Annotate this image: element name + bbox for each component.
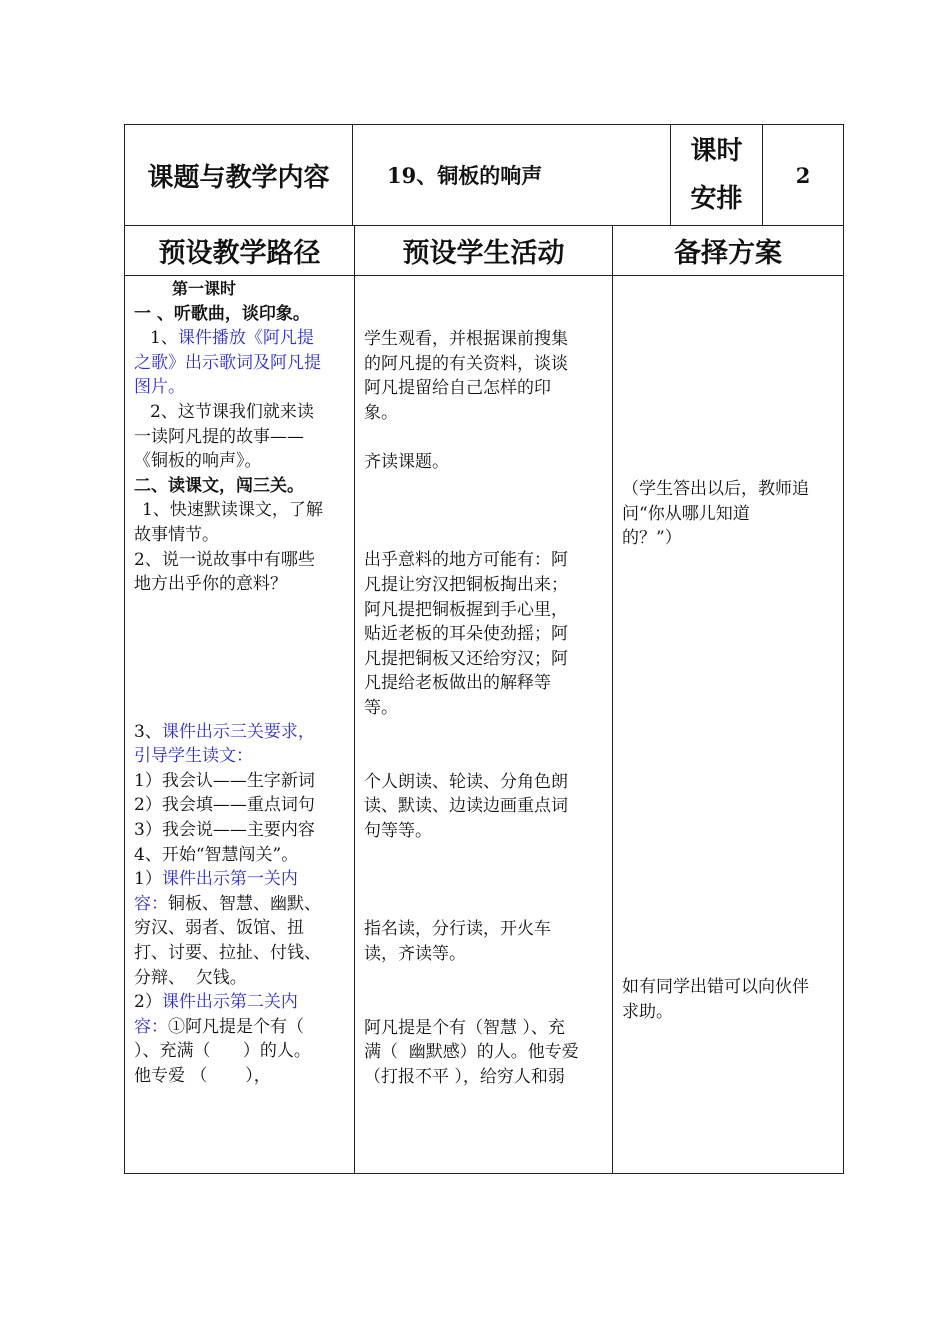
requirement-2: 2）我会填——重点词句 bbox=[134, 795, 315, 816]
level-1-words: 容：铜板、智慧、幽默、 bbox=[134, 893, 321, 914]
step-1-2-cont: 一读阿凡提的故事—— bbox=[134, 426, 304, 447]
hours-label bbox=[671, 125, 762, 225]
activity-6-l3: （打报不平 ），给穷人和弱 bbox=[364, 1066, 565, 1087]
plan-note-1: （学生答出以后，教师追 bbox=[622, 479, 809, 499]
activity-6-l2: 满（ 幽默感）的人。他专爱 bbox=[364, 1042, 579, 1063]
alternative-plan-column bbox=[622, 477, 840, 551]
level-2: 2）课件出示第二关内 bbox=[134, 992, 298, 1013]
col-divider-body-1 bbox=[354, 225, 355, 1173]
step-1-1-cont: 之歌》出示歌词及阿凡提 bbox=[134, 352, 321, 373]
activity-3-l3: 阿凡提把铜板握到手心里， bbox=[364, 599, 568, 620]
step-1-2-end: 《铜板的响声》。 bbox=[134, 451, 262, 472]
step-2-4: 4、开始“智慧闯关”。 bbox=[134, 844, 299, 865]
column-header-path bbox=[125, 226, 354, 275]
topic-label-text: 课题与教学内容 bbox=[147, 162, 330, 193]
level-2-text-2: ）、充满（ ）的人。 bbox=[134, 1041, 311, 1062]
student-activity-column bbox=[364, 327, 608, 1089]
activity-1: 学生观看，并根据课前搜集 bbox=[364, 329, 568, 349]
level-1: 1）课件出示第一关内 bbox=[134, 869, 298, 890]
activity-4: 个人朗读、轮读、分角色朗 bbox=[364, 771, 568, 792]
activity-3: 出乎意料的地方可能有：阿 bbox=[364, 550, 568, 571]
column-header-plan bbox=[613, 226, 843, 275]
activity-3-l4: 贴近老板的耳朵使劲摇；阿 bbox=[364, 624, 568, 645]
level-2-text-3: 他专爱 （ ）， bbox=[134, 1066, 271, 1086]
step-1-2: 2、这节课我们就来读 bbox=[150, 401, 314, 422]
lesson-title bbox=[353, 125, 670, 225]
activity-4-l3: 句等等。 bbox=[364, 820, 432, 841]
column-header-path-text: 预设教学路径 bbox=[158, 238, 321, 269]
plan-note-1-l2: 问“你从哪儿知道 bbox=[622, 503, 750, 524]
requirement-1: 1）我会认——生字新词 bbox=[134, 770, 315, 791]
col-divider-body-2 bbox=[612, 225, 613, 1173]
step-1-1-end: 图片。 bbox=[134, 377, 185, 398]
step-2-3-cont: 引导学生读文： bbox=[134, 746, 253, 767]
step-2-1: 1、快速默读课文，了解 bbox=[142, 500, 323, 521]
activity-5-l2: 读，齐读等。 bbox=[364, 943, 466, 964]
activity-3-l5: 凡提把铜板又还给穷汉；阿 bbox=[364, 648, 568, 669]
level-1-words-3: 打、讨要、拉扯、付钱、 bbox=[134, 943, 321, 964]
level-1-words-2: 穷汉、弱者、饭馆、扭 bbox=[134, 918, 304, 939]
session-heading: 第一课时 bbox=[172, 279, 237, 298]
plan-note-2: 如有同学出错可以向伙伴 bbox=[622, 977, 809, 997]
activity-6: 阿凡提是个有（智慧 ）、充 bbox=[364, 1017, 565, 1038]
hours-label-line1: 课时 bbox=[690, 136, 743, 166]
section-2-heading: 二、读课文，闯三关。 bbox=[134, 475, 304, 496]
teaching-path-column bbox=[134, 277, 348, 1089]
section-1-heading: 一 、听歌曲，谈印象。 bbox=[134, 303, 310, 324]
column-header-plan-text: 备择方案 bbox=[674, 238, 782, 269]
level-2-text: 容：①阿凡提是个有（ bbox=[134, 1016, 304, 1037]
row-divider-columns bbox=[125, 275, 843, 276]
step-2-2: 2、说一说故事中有哪些 bbox=[134, 549, 315, 570]
activity-1-l3: 阿凡提留给自己怎样的印 bbox=[364, 378, 551, 399]
plan-note-1-l3: 的？”） bbox=[622, 528, 682, 549]
hours-label-line2: 安排 bbox=[690, 184, 743, 214]
activity-1-l4: 象。 bbox=[364, 402, 398, 423]
activity-5: 指名读，分行读，开火车 bbox=[364, 919, 551, 940]
level-1-words-4: 分辩、 欠钱。 bbox=[134, 967, 247, 988]
activity-3-l7: 等。 bbox=[364, 697, 398, 718]
step-2-3: 3、课件出示三关要求， bbox=[134, 721, 315, 742]
hours-value bbox=[763, 125, 843, 225]
activity-4-l2: 读、默读、边读边画重点词 bbox=[364, 796, 568, 817]
lesson-plan-table bbox=[124, 124, 844, 1174]
lesson-title-text: 19、铜板的响声 bbox=[387, 163, 543, 188]
column-header-student-text: 预设学生活动 bbox=[402, 238, 565, 269]
step-1-1: 1、课件播放《阿凡提 bbox=[150, 328, 314, 349]
hours-value-text: 2 bbox=[795, 162, 811, 188]
activity-1-l2: 的阿凡提的有关资料，谈谈 bbox=[364, 353, 568, 374]
column-header-student bbox=[355, 226, 612, 275]
step-2-1-cont: 故事情节。 bbox=[134, 524, 219, 545]
activity-2: 齐读课题。 bbox=[364, 451, 449, 472]
alternative-plan-column-lower bbox=[622, 975, 840, 1024]
requirement-3: 3）我会说——主要内容 bbox=[134, 820, 315, 841]
topic-label bbox=[125, 125, 352, 225]
activity-3-l6: 凡提给老板做出的解释等 bbox=[364, 673, 551, 694]
activity-3-l2: 凡提让穷汉把铜板掏出来； bbox=[364, 574, 568, 595]
step-2-2-cont: 地方出乎你的意料？ bbox=[134, 574, 287, 595]
plan-note-2-l2: 求助。 bbox=[622, 1001, 673, 1022]
